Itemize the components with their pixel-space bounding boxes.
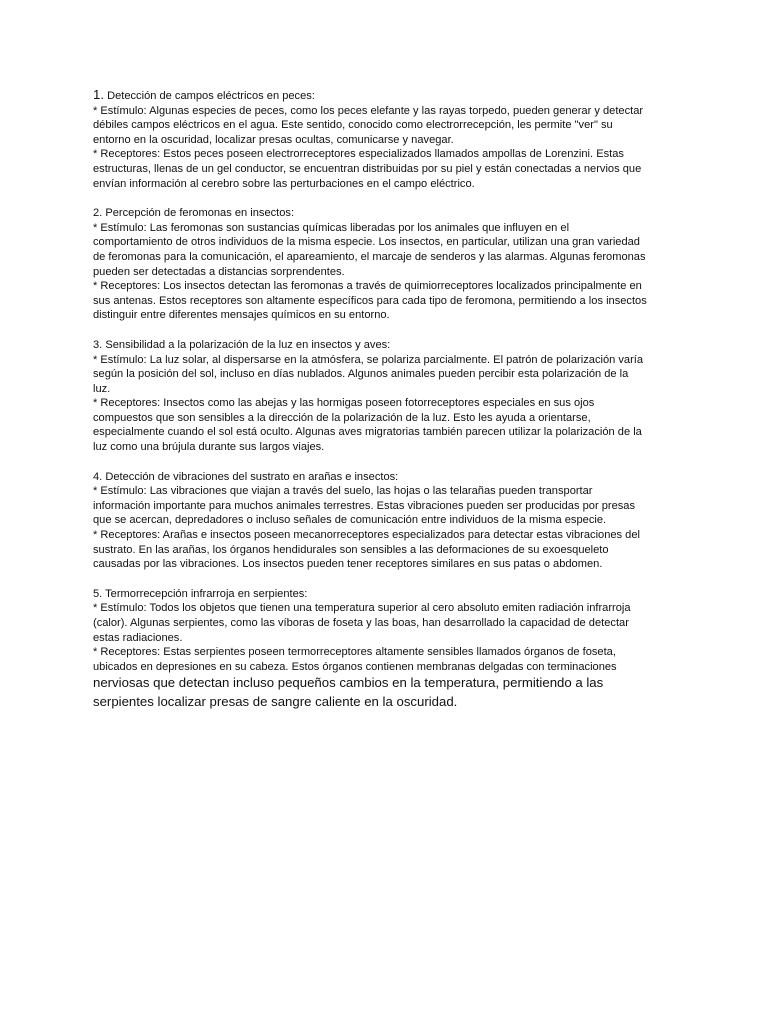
section-heading: 4. Detección de vibraciones del sustrato en arañas e insectos: [93,470,399,483]
text-line: pueden ser detectadas a distancias sorprendentes. [93,265,345,278]
section-heading [93,88,678,104]
text-line: * Receptores: Arañas e insectos poseen mecanorreceptores especializados para detectar estas vibraciones del [93,529,640,542]
text-line: envían información al cerebro sobre las perturbaciones en el campo eléctrico. [93,177,475,190]
section-pheromones [93,206,678,323]
section-number: 1. [93,87,104,102]
section-heading-text: Detección de campos eléctricos en peces: [104,90,315,102]
text-line: * Estímulo: La luz solar, al dispersarse en la atmósfera, se polariza parcialmente. El patrón de polarización varía [93,353,644,366]
text-line: luz. [93,382,111,395]
text-line: * Estímulo: Las vibraciones que viajan a través del suelo, las hojas o las telarañas pueden transportar [93,485,593,498]
section-heading: 3. Sensibilidad a la polarización de la luz en insectos y aves: [93,338,391,351]
text-line: sus antenas. Estos receptores son altamente específicos para cada tipo de feromona, permitiendo a los insectos [93,294,647,307]
text-line: * Receptores: Estas serpientes poseen termorreceptores altamente sensibles llamados órganos de foseta, [93,646,616,659]
text-line: débiles campos eléctricos en el agua. Este sentido, conocido como electrorrecepción, les permite "ver" su [93,119,613,132]
text-line-large: serpientes localizar presas de sangre caliente en la oscuridad. [93,693,458,709]
text-line: de feromonas para la comunicación, el apareamiento, el marcaje de senderos y las alarmas. Algunas feromonas [93,250,646,263]
text-line: especialmente cuando el sol está oculto. Algunas aves migratorias también parecen utilizar la polarización de la [93,426,642,439]
text-line: * Receptores: Los insectos detectan las feromonas a través de quimiorreceptores localizados principalmente en [93,280,642,293]
section-heading: 2. Percepción de feromonas en insectos: [93,207,295,220]
text-line: entorno en la oscuridad, localizar presas ocultas, comunicarse y navegar. [93,133,454,146]
text-line: que se acercan, depredadores o incluso señales de comunicación entre individuos de la misma especie. [93,514,607,527]
text-line: * Receptores: Insectos como las abejas y las hormigas poseen fotorreceptores especiales en sus ojos [93,397,595,410]
text-line-large: nerviosas que detectan incluso pequeños cambios en la temperatura, permitiendo a las [93,675,604,691]
text-line: sustrato. En las arañas, los órganos hendidurales son sensibles a las deformaciones de su exoesqueleto [93,543,609,556]
text-line: causadas por las vibraciones. Los insectos pueden tener receptores similares en sus patas o abdomen. [93,558,603,571]
text-line: según la posición del sol, incluso en días nublados. Algunos animales pueden percibir esta polarización de la [93,368,629,381]
text-line: estas radiaciones. [93,631,183,644]
text-line: * Estímulo: Las feromonas son sustancias químicas liberadas por los animales que influyen en el [93,221,570,234]
text-line: * Estímulo: Todos los objetos que tienen una temperatura superior al cero absoluto emiten radiación infrarroja [93,602,631,615]
text-line: compuestos que son sensibles a la dirección de la polarización de la luz. Esto les ayuda a orientarse, [93,411,591,424]
section-heading: 5. Termorrecepción infrarroja en serpientes: [93,587,308,600]
document-page [93,88,678,726]
section-vibrations [93,470,678,572]
text-line: estructuras, llenas de un gel conductor, se encuentran distribuidas por su piel y están conectadas a nervios que [93,162,642,175]
text-line: comportamiento de otros individuos de la misma especie. Los insectos, en particular, utilizan una gran variedad [93,236,640,249]
text-line: distinguir entre diferentes mensajes químicos en su entorno. [93,309,390,322]
text-line: * Receptores: Estos peces poseen electrorreceptores especializados llamados ampollas de Lorenzini. Estas [93,148,624,161]
text-line: ubicados en depresiones en su cabeza. Estos órganos contienen membranas delgadas con terminaciones [93,660,617,673]
text-line: luz como una brújula durante sus largos viajes. [93,441,325,454]
section-polarization [93,338,678,455]
text-line: información importante para muchos animales terrestres. Estas vibraciones pueden ser producidas por presas [93,499,636,512]
text-line: (calor). Algunas serpientes, como las víboras de foseta y las boas, han desarrollado la capacidad de detectar [93,617,629,629]
section-electric-fields [93,88,678,191]
text-line: * Estímulo: Algunas especies de peces, como los peces elefante y las rayas torpedo, pueden generar y detectar [93,104,644,117]
section-infrared [93,587,678,712]
